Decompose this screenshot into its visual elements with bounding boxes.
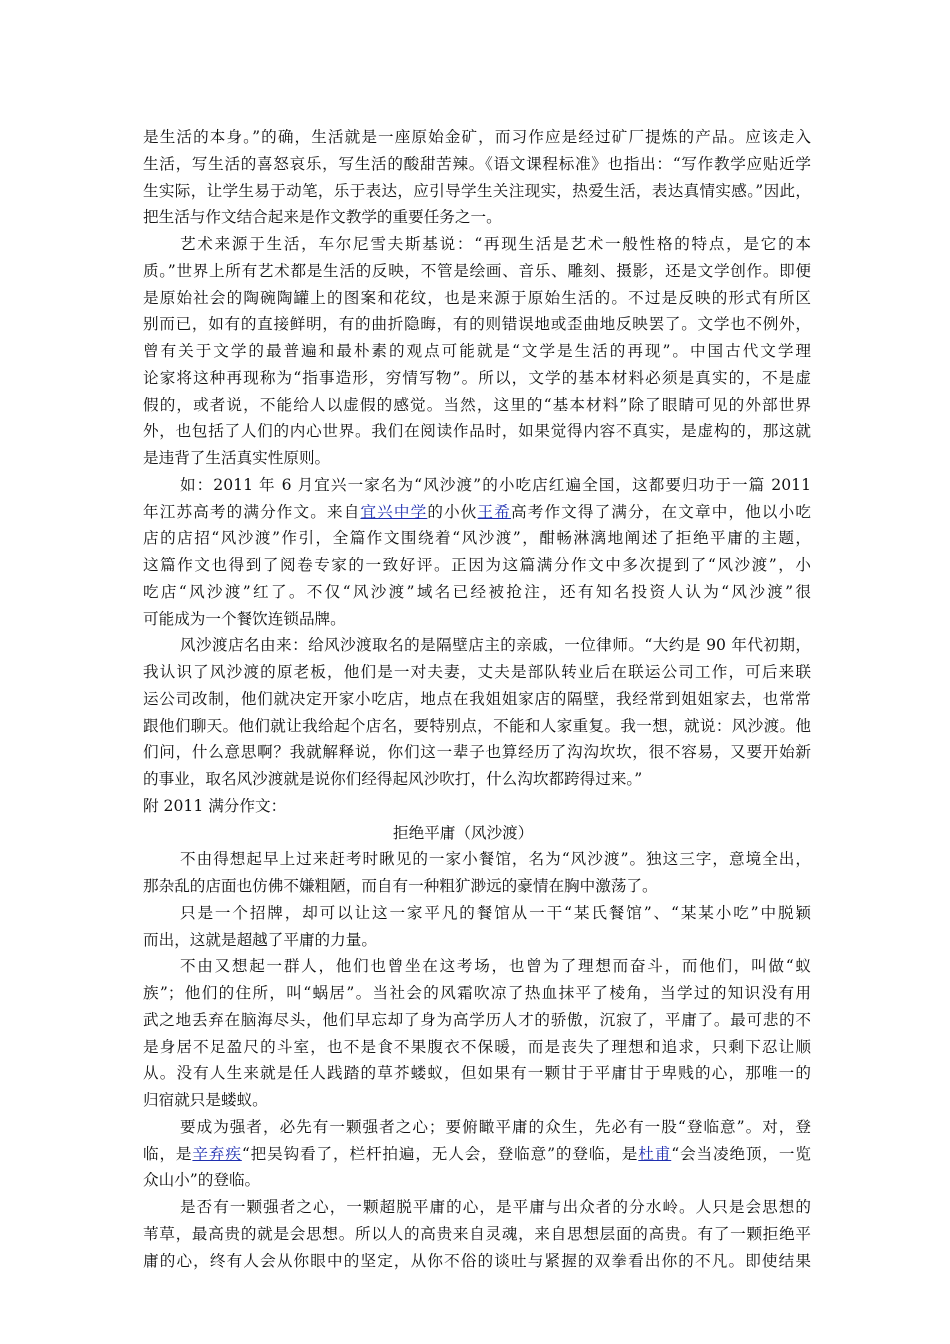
text-segment: 是否有一颗强者之心，一颗超脱平庸的心，是平庸与出众者的分水岭。人只是会思想的: [180, 1198, 811, 1216]
text-line: [143, 338, 811, 365]
text-segment: 店的店招“风沙渡”作引，全篇作文围绕着“风沙渡”，酣畅淋漓地阐述了拒绝平庸的主题，: [143, 529, 811, 548]
text-segment: 那杂乱的店面也仿佛不嫌粗陋，而自有一种粗犷渺远的豪情在胸中激荡了。: [143, 877, 658, 895]
text-line: [143, 900, 811, 927]
text-segment: 假的，或者说，不能给人以虚假的感觉。当然，这里的“基本材料”除了眼睛可见的外部世界: [143, 395, 811, 414]
text-line: [143, 713, 811, 740]
text-segment: 的小伙: [427, 502, 478, 521]
text-line: [143, 231, 811, 258]
text-segment: 把生活与作文结合起来是作文教学的重要任务之一。: [143, 208, 502, 227]
text-segment: 庸的心，终有人会从你眼中的坚定，从你不俗的谈吐与紧握的双拳看出你的不凡。即使结果: [143, 1251, 811, 1270]
text-segment: 苇草，最高贵的就是会思想。所以人的高贵来自灵魂，来自思想层面的高贵。有了一颗拒绝平: [143, 1224, 811, 1243]
text-segment: 年江苏高考的满分作文。来自: [143, 502, 361, 521]
text-segment: 是身居不足盈尺的斗室，也不是食不果腹衣不保暖，而是丧失了理想和追求，只剩下忍让顺: [143, 1037, 811, 1056]
text-segment: 拒绝平庸（风沙渡）: [393, 823, 534, 842]
hyperlink[interactable]: 杜甫: [638, 1144, 672, 1163]
text-line: [143, 285, 811, 312]
text-segment: 们问，什么意思啊？我就解释说，你们这一辈子也算经历了沟沟坎坎，很不容易，又要开始新: [143, 743, 811, 762]
essay-title: [143, 820, 811, 847]
text-line: [143, 980, 811, 1007]
text-segment: 高考作文得了满分，在文章中，他以小吃: [511, 502, 811, 521]
text-segment: 从。没有人生来就是任人践踏的草芥蝼蚁，但如果有一颗甘于平庸甘于卑贱的心，那唯一的: [143, 1064, 811, 1083]
text-line: [143, 1060, 811, 1087]
hyperlink[interactable]: 辛弃疾: [192, 1144, 242, 1163]
text-line: [143, 499, 811, 526]
text-line: [143, 927, 811, 954]
text-line: [143, 124, 811, 151]
text-line: [143, 1034, 811, 1061]
text-segment: 要成为强者，必先有一颗强者之心；要俯瞰平庸的众生，先必有一股“登临意”。对，登: [180, 1117, 811, 1136]
text-line: [143, 1194, 811, 1221]
text-segment: “会当凌绝顶，一览: [671, 1144, 811, 1163]
text-segment: 如：2011 年 6 月宜兴一家名为“风沙渡”的小吃店红遍全国，这都要归功于一篇 2011: [180, 475, 811, 494]
text-segment: 临，是: [143, 1144, 193, 1163]
text-line: [143, 793, 811, 820]
text-segment: 而出，这就是超越了平庸的力量。: [143, 930, 377, 949]
document-body: [143, 124, 811, 1274]
text-line: [143, 1087, 811, 1114]
text-segment: 只是一个招牌，却可以让这一家平凡的餐馆从一干“某氏餐馆”、“某某小吃”中脱颖: [180, 903, 811, 922]
text-segment: 吃店“风沙渡”红了。不仅“风沙渡”域名已经被抢注，还有知名投资人认为“风沙渡”很: [143, 582, 811, 601]
text-line: [143, 365, 811, 392]
text-line: [143, 1221, 811, 1248]
text-line: [143, 739, 811, 766]
text-line: [143, 579, 811, 606]
text-line: [143, 525, 811, 552]
text-segment: 武之地丢弃在脑海尽头，他们早忘却了身为高学历人才的骄傲，沉寂了，平庸了。最可悲的不: [143, 1010, 811, 1029]
text-segment: 质。”世界上所有艺术都是生活的反映，不管是绘画、音乐、雕刻、摄影，还是文学创作。即便: [143, 261, 811, 280]
text-line: [143, 204, 811, 231]
text-segment: 族”；他们的住所，叫“蜗居”。当社会的风霜吹凉了热血抹平了棱角，当学过的知识没有用: [143, 984, 811, 1002]
text-line: [143, 1167, 811, 1194]
text-line: [143, 1141, 811, 1168]
text-segment: 别而已，如有的直接鲜明，有的曲折隐晦，有的则错误地或歪曲地反映罢了。文学也不例外，: [143, 315, 811, 334]
text-segment: 众山小”的登临。: [143, 1171, 261, 1190]
text-segment: 可能成为一个餐饮连锁品牌。: [143, 609, 346, 628]
hyperlink[interactable]: 宜兴中学: [360, 502, 428, 521]
text-line: [143, 873, 811, 900]
text-line: [143, 606, 811, 633]
text-segment: “把吴钩看了，栏杆拍遍，无人会，登临意”的登临，是: [241, 1144, 639, 1163]
text-line: [143, 418, 811, 445]
text-segment: 是原始社会的陶碗陶罐上的图案和花纹，也是来源于原始生活的。不过是反映的形式有所区: [143, 288, 811, 307]
text-segment: 我认识了风沙渡的原老板，他们是一对夫妻，丈夫是部队转业后在联运公司工作，可后来联: [143, 663, 811, 681]
text-segment: 生活，写生活的喜怒哀乐，写生活的酸甜苦辣。《语文课程标准》也指出：“写作教学应贴近学: [143, 154, 811, 173]
text-segment: 是生活的本身。”的确，生活就是一座原始金矿，而习作应是经过矿厂提炼的产品。应该走入: [143, 128, 811, 146]
text-segment: 艺术来源于生活，车尔尼雪夫斯基说：“再现生活是艺术一般性格的特点，是它的本: [180, 235, 811, 253]
text-line: [143, 392, 811, 419]
text-segment: 的事业，取名风沙渡就是说你们经得起风沙吹打，什么沟坎都跨得过来。”: [143, 770, 643, 788]
text-line: [143, 632, 811, 659]
text-segment: 风沙渡店名由来：给风沙渡取名的是隔壁店主的亲戚，一位律师。“大约是 90 年代初期，: [180, 636, 811, 655]
text-segment: 是违背了生活真实性原则。: [143, 449, 331, 467]
text-segment: 生实际，让学生易于动笔，乐于表达，应引导学生关注现实，热爱生活，表达真情实感。”因此，: [143, 181, 811, 200]
text-line: [143, 766, 811, 793]
text-segment: 曾有关于文学的最普遍和最朴素的观点可能就是“文学是生活的再现”。中国古代文学理: [143, 342, 811, 360]
text-line: [143, 311, 811, 338]
text-segment: 论家将这种再现称为“指事造形，穷情写物”。所以，文学的基本材料必须是真实的，不是虚: [143, 368, 811, 387]
text-line: [143, 1114, 811, 1141]
text-line: [143, 178, 811, 205]
text-line: [143, 258, 811, 285]
text-line: [143, 552, 811, 579]
text-segment: 不由得想起早上过来赶考时瞅见的一家小餐馆，名为“风沙渡”。独这三字，意境全出，: [180, 850, 811, 869]
text-segment: 跟他们聊天。他们就让我给起个店名，要特别点，不能和人家重复。我一想，就说：风沙渡。他: [143, 716, 811, 735]
text-line: [143, 1007, 811, 1034]
text-line: [143, 953, 811, 980]
hyperlink[interactable]: 王希: [477, 502, 511, 521]
text-line: [143, 1248, 811, 1275]
text-line: [143, 151, 811, 178]
text-line: [143, 659, 811, 686]
text-line: [143, 445, 811, 472]
text-line: [143, 686, 811, 713]
text-segment: 不由又想起一群人，他们也曾坐在这考场，也曾为了理想而奋斗，而他们，叫做“蚁: [180, 957, 811, 976]
text-segment: 外，也包括了人们的内心世界。我们在阅读作品时，如果觉得内容不真实，是虚构的，那这就: [143, 422, 811, 441]
text-segment: 归宿就只是蝼蚁。: [143, 1091, 268, 1109]
text-line: [143, 472, 811, 499]
text-line: [143, 846, 811, 873]
text-segment: 这篇作文也得到了阅卷专家的一致好评。正因为这篇满分作文中多次提到了“风沙渡”，小: [143, 556, 811, 574]
text-segment: 运公司改制，他们就决定开家小吃店，地点在我姐姐家店的隔壁，我经常到姐姐家去，也常常: [143, 689, 811, 708]
text-segment: 附 2011 满分作文：: [143, 796, 287, 815]
